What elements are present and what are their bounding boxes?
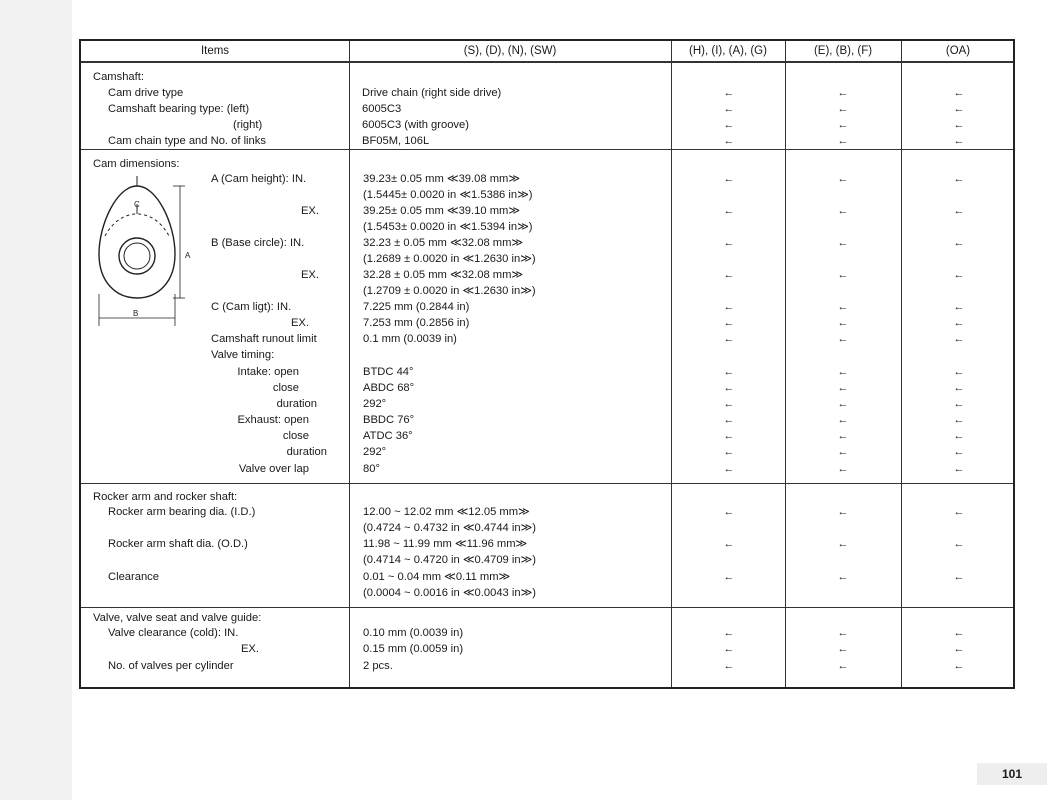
cam-chain-value: BF05M, 106L xyxy=(362,135,430,147)
same-as-arrow-icon: ← xyxy=(723,269,735,281)
base-circle-in-inch: (1.2689 ± 0.0020 in ≪1.2630 in≫) xyxy=(363,253,536,265)
valve-overlap-value: 80° xyxy=(363,463,380,475)
page-edge-shadow xyxy=(0,0,72,800)
same-as-arrow-icon: ← xyxy=(837,398,849,410)
same-as-arrow-icon: ← xyxy=(723,627,735,639)
same-as-arrow-icon: ← xyxy=(723,317,735,329)
same-as-arrow-icon: ← xyxy=(723,333,735,345)
same-as-arrow-icon: ← xyxy=(837,333,849,345)
same-as-arrow-icon: ← xyxy=(837,301,849,313)
valve-count-label: No. of valves per cylinder xyxy=(108,660,234,672)
column-divider xyxy=(785,41,786,687)
cam-chain-label: Cam chain type and No. of links xyxy=(108,135,266,147)
same-as-arrow-icon: ← xyxy=(953,660,965,672)
exhaust-duration-label: duration xyxy=(286,446,327,458)
same-as-arrow-icon: ← xyxy=(723,571,735,583)
section-divider xyxy=(81,607,1013,608)
same-as-arrow-icon: ← xyxy=(837,627,849,639)
diagram-label-b: B xyxy=(133,309,139,318)
same-as-arrow-icon: ← xyxy=(723,366,735,378)
same-as-arrow-icon: ← xyxy=(837,119,849,131)
same-as-arrow-icon: ← xyxy=(837,660,849,672)
rocker-shaft-inch: (0.4714 ~ 0.4720 in ≪0.4709 in≫) xyxy=(363,554,537,566)
section-divider xyxy=(81,149,1013,150)
same-as-arrow-icon: ← xyxy=(837,506,849,518)
exhaust-duration-value: 292° xyxy=(363,446,387,458)
page-number: 101 xyxy=(977,763,1047,785)
cam-lift-in-label: C (Cam ligt): IN. xyxy=(211,301,292,313)
rocker-shaft-mm: 11.98 ~ 11.99 mm ≪11.96 mm≫ xyxy=(363,538,528,550)
exhaust-close-label: close xyxy=(282,430,309,442)
exhaust-open-label: Exhaust: open xyxy=(237,414,309,426)
cam-profile-diagram xyxy=(95,176,195,336)
rocker-title: Rocker arm and rocker shaft: xyxy=(93,491,238,503)
same-as-arrow-icon: ← xyxy=(953,119,965,131)
same-as-arrow-icon: ← xyxy=(723,103,735,115)
same-as-arrow-icon: ← xyxy=(953,103,965,115)
rocker-clearance-label: Clearance xyxy=(108,571,159,583)
same-as-arrow-icon: ← xyxy=(953,237,965,249)
camshaft-title: Camshaft: xyxy=(93,71,144,83)
same-as-arrow-icon: ← xyxy=(953,269,965,281)
runout-label: Camshaft runout limit xyxy=(211,333,317,345)
same-as-arrow-icon: ← xyxy=(723,87,735,99)
rocker-bore-inch: (0.4724 ~ 0.4732 in ≪0.4744 in≫) xyxy=(363,522,537,534)
same-as-arrow-icon: ← xyxy=(953,538,965,550)
same-as-arrow-icon: ← xyxy=(723,205,735,217)
same-as-arrow-icon: ← xyxy=(953,135,965,147)
same-as-arrow-icon: ← xyxy=(723,446,735,458)
cam-lift-ex-label: EX. xyxy=(290,317,309,329)
exhaust-open-value: BBDC 76° xyxy=(363,414,415,426)
same-as-arrow-icon: ← xyxy=(723,643,735,655)
same-as-arrow-icon: ← xyxy=(837,237,849,249)
same-as-arrow-icon: ← xyxy=(723,538,735,550)
rocker-clearance-inch: (0.0004 ~ 0.0016 in ≪0.0043 in≫) xyxy=(363,587,537,599)
cam-drive-label: Cam drive type xyxy=(108,87,184,99)
same-as-arrow-icon: ← xyxy=(837,173,849,185)
same-as-arrow-icon: ← xyxy=(837,446,849,458)
bearing-right-value: 6005C3 (with groove) xyxy=(362,119,469,131)
same-as-arrow-icon: ← xyxy=(837,317,849,329)
same-as-arrow-icon: ← xyxy=(953,463,965,475)
same-as-arrow-icon: ← xyxy=(837,135,849,147)
column-divider xyxy=(349,41,350,687)
same-as-arrow-icon: ← xyxy=(837,103,849,115)
intake-open-value: BTDC 44° xyxy=(363,366,414,378)
same-as-arrow-icon: ← xyxy=(953,643,965,655)
cam-height-in-inch: (1.5445± 0.0020 in ≪1.5386 in≫) xyxy=(363,189,533,201)
intake-duration-label: duration xyxy=(276,398,317,410)
same-as-arrow-icon: ← xyxy=(953,87,965,99)
header-col-sdnsw: (S), (D), (N), (SW) xyxy=(463,45,557,57)
same-as-arrow-icon: ← xyxy=(837,87,849,99)
bearing-right-label: (right) xyxy=(233,119,263,131)
same-as-arrow-icon: ← xyxy=(723,237,735,249)
same-as-arrow-icon: ← xyxy=(723,430,735,442)
same-as-arrow-icon: ← xyxy=(837,430,849,442)
same-as-arrow-icon: ← xyxy=(837,571,849,583)
cam-lift-ex-value: 7.253 mm (0.2856 in) xyxy=(363,317,470,329)
intake-close-label: close xyxy=(272,382,299,394)
valve-timing-title: Valve timing: xyxy=(211,349,275,361)
same-as-arrow-icon: ← xyxy=(723,382,735,394)
rocker-clearance-mm: 0.01 ~ 0.04 mm ≪0.11 mm≫ xyxy=(363,571,511,583)
intake-close-value: ABDC 68° xyxy=(363,382,415,394)
bearing-left-label: Camshaft bearing type: (left) xyxy=(108,103,250,115)
cam-height-ex-mm: 39.25± 0.05 mm ≪39.10 mm≫ xyxy=(363,205,521,217)
cam-dimensions-title: Cam dimensions: xyxy=(93,158,180,170)
base-circle-in-label: B (Base circle): IN. xyxy=(211,237,305,249)
valve-clearance-ex-label: EX. xyxy=(240,643,259,655)
exhaust-close-value: ATDC 36° xyxy=(363,430,413,442)
same-as-arrow-icon: ← xyxy=(953,205,965,217)
base-circle-ex-mm: 32.28 ± 0.05 mm ≪32.08 mm≫ xyxy=(363,269,524,281)
same-as-arrow-icon: ← xyxy=(837,538,849,550)
header-col-hiag: (H), (I), (A), (G) xyxy=(689,45,767,57)
same-as-arrow-icon: ← xyxy=(723,135,735,147)
runout-value: 0.1 mm (0.0039 in) xyxy=(363,333,457,345)
rocker-bore-label: Rocker arm bearing dia. (I.D.) xyxy=(108,506,256,518)
same-as-arrow-icon: ← xyxy=(953,382,965,394)
same-as-arrow-icon: ← xyxy=(953,506,965,518)
intake-duration-value: 292° xyxy=(363,398,387,410)
cam-height-in-label: A (Cam height): IN. xyxy=(211,173,307,185)
same-as-arrow-icon: ← xyxy=(953,333,965,345)
header-divider xyxy=(81,61,1013,63)
diagram-label-a: A xyxy=(185,251,191,260)
same-as-arrow-icon: ← xyxy=(837,205,849,217)
valve-title: Valve, valve seat and valve guide: xyxy=(93,612,262,624)
same-as-arrow-icon: ← xyxy=(837,269,849,281)
rocker-shaft-label: Rocker arm shaft dia. (O.D.) xyxy=(108,538,248,550)
valve-clearance-in-label: Valve clearance (cold): IN. xyxy=(108,627,239,639)
intake-open-label: Intake: open xyxy=(237,366,299,378)
same-as-arrow-icon: ← xyxy=(953,301,965,313)
valve-clearance-in-value: 0.10 mm (0.0039 in) xyxy=(363,627,464,639)
same-as-arrow-icon: ← xyxy=(837,366,849,378)
cam-height-ex-label: EX. xyxy=(300,205,319,217)
same-as-arrow-icon: ← xyxy=(953,571,965,583)
same-as-arrow-icon: ← xyxy=(837,414,849,426)
same-as-arrow-icon: ← xyxy=(953,366,965,378)
valve-clearance-ex-value: 0.15 mm (0.0059 in) xyxy=(363,643,464,655)
cam-lift-in-value: 7.225 mm (0.2844 in) xyxy=(363,301,470,313)
same-as-arrow-icon: ← xyxy=(837,382,849,394)
base-circle-ex-label: EX. xyxy=(300,269,319,281)
same-as-arrow-icon: ← xyxy=(723,301,735,313)
base-circle-ex-inch: (1.2709 ± 0.0020 in ≪1.2630 in≫) xyxy=(363,285,536,297)
diagram-label-c: C xyxy=(134,200,140,209)
cam-drive-value: Drive chain (right side drive) xyxy=(362,87,502,99)
same-as-arrow-icon: ← xyxy=(723,173,735,185)
same-as-arrow-icon: ← xyxy=(723,463,735,475)
column-divider xyxy=(901,41,902,687)
same-as-arrow-icon: ← xyxy=(723,506,735,518)
valve-count-value: 2 pcs. xyxy=(363,660,393,672)
valve-overlap-label: Valve over lap xyxy=(238,463,309,475)
same-as-arrow-icon: ← xyxy=(953,446,965,458)
same-as-arrow-icon: ← xyxy=(837,463,849,475)
same-as-arrow-icon: ← xyxy=(953,430,965,442)
rocker-bore-mm: 12.00 ~ 12.02 mm ≪12.05 mm≫ xyxy=(363,506,530,518)
column-divider xyxy=(671,41,672,687)
same-as-arrow-icon: ← xyxy=(723,119,735,131)
header-items: Items xyxy=(200,45,230,57)
specification-table xyxy=(79,39,1015,689)
same-as-arrow-icon: ← xyxy=(723,414,735,426)
cam-height-ex-inch: (1.5453± 0.0020 in ≪1.5394 in≫) xyxy=(363,221,533,233)
base-circle-in-mm: 32.23 ± 0.05 mm ≪32.08 mm≫ xyxy=(363,237,524,249)
section-divider xyxy=(81,483,1013,484)
same-as-arrow-icon: ← xyxy=(953,627,965,639)
header-col-ebf: (E), (B), (F) xyxy=(813,45,873,57)
same-as-arrow-icon: ← xyxy=(953,317,965,329)
same-as-arrow-icon: ← xyxy=(953,398,965,410)
bearing-left-value: 6005C3 xyxy=(362,103,402,115)
cam-height-in-mm: 39.23± 0.05 mm ≪39.08 mm≫ xyxy=(363,173,521,185)
same-as-arrow-icon: ← xyxy=(723,660,735,672)
same-as-arrow-icon: ← xyxy=(723,398,735,410)
header-col-oa: (OA) xyxy=(945,45,971,57)
same-as-arrow-icon: ← xyxy=(953,173,965,185)
same-as-arrow-icon: ← xyxy=(953,414,965,426)
same-as-arrow-icon: ← xyxy=(837,643,849,655)
